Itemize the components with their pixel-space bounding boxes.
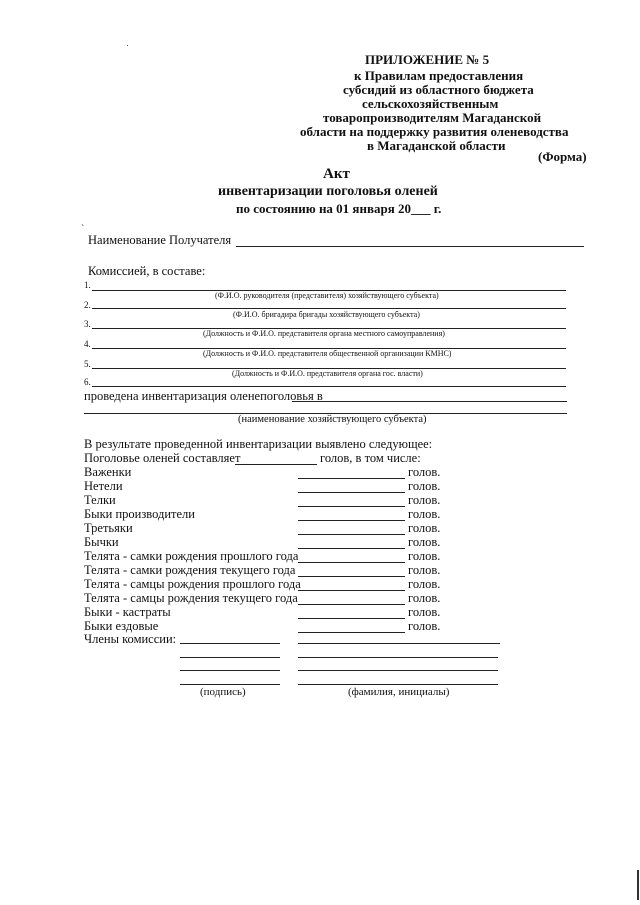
item-label: Телята - самцы рождения текущего года: [84, 591, 298, 605]
item-field-line[interactable]: [298, 576, 405, 577]
inventory-field-line[interactable]: [292, 401, 567, 402]
appendix-line-1: к Правилам предоставления: [354, 68, 524, 83]
item-unit: голов.: [408, 479, 441, 493]
item-label: Телята - самки рождения прошлого года: [84, 549, 299, 563]
total-suffix: голов, в том числе:: [320, 451, 421, 465]
member-5-caption: (Должность и Ф.И.О. представителя органа гос. власти): [232, 369, 423, 378]
act-subject: инвентаризации поголовья оленей: [218, 184, 438, 199]
recipient-field-line[interactable]: [236, 246, 584, 247]
item-unit: голов.: [408, 493, 441, 507]
item-unit: голов.: [408, 535, 441, 549]
item-unit: голов.: [408, 591, 441, 605]
entity-caption: (наименование хозяйствующего субъекта): [238, 414, 427, 425]
item-field-line[interactable]: [298, 534, 405, 535]
act-title: Акт: [323, 166, 350, 182]
signature-line[interactable]: [180, 657, 280, 658]
member-5-number: 5.: [84, 359, 91, 369]
member-2-field-line[interactable]: [92, 308, 566, 309]
item-field-line[interactable]: [298, 506, 405, 507]
appendix-line-6: в Магаданской области: [367, 138, 506, 153]
name-line[interactable]: [298, 643, 500, 644]
recipient-label: Наименование Получателя: [88, 233, 232, 247]
member-2-caption: (Ф.И.О. бригадира бригады хозяйствующего субъекта): [233, 310, 420, 319]
stray-mark: ˋ: [81, 224, 85, 235]
item-field-line[interactable]: [298, 562, 405, 563]
name-caption: (фамилия, инициалы): [348, 686, 450, 698]
member-6-number: 6.: [84, 377, 91, 387]
item-field-line[interactable]: [298, 632, 405, 633]
item-unit: голов.: [408, 563, 441, 577]
name-line[interactable]: [298, 684, 498, 685]
item-unit: голов.: [408, 465, 441, 479]
item-field-line[interactable]: [298, 492, 405, 493]
scan-dot: [127, 45, 128, 46]
item-label: Бычки: [84, 535, 119, 549]
signature-line[interactable]: [180, 684, 280, 685]
item-label: Телята - самки рождения текущего года: [84, 563, 296, 577]
inventory-line-label: проведена инвентаризация оленепоголовья в: [84, 389, 323, 403]
appendix-title: ПРИЛОЖЕНИЕ № 5: [365, 52, 490, 67]
item-label: Телята - самцы рождения прошлого года: [84, 577, 301, 591]
member-6-field-line[interactable]: [92, 386, 566, 387]
scan-edge-mark: [637, 870, 639, 900]
item-unit: голов.: [408, 605, 441, 619]
item-field-line[interactable]: [298, 478, 405, 479]
item-label: Быки производители: [84, 507, 195, 521]
item-unit: голов.: [408, 577, 441, 591]
item-unit: голов.: [408, 619, 441, 633]
member-1-number: 1.: [84, 280, 91, 290]
member-2-number: 2.: [84, 300, 91, 310]
item-field-line[interactable]: [298, 548, 405, 549]
item-field-line[interactable]: [298, 618, 405, 619]
item-label: Важенки: [84, 465, 132, 479]
item-label: Нетели: [84, 479, 123, 493]
name-line[interactable]: [298, 657, 498, 658]
item-field-line[interactable]: [298, 590, 405, 591]
act-date-line: по состоянию на 01 января 20___ г.: [236, 201, 442, 216]
member-1-caption: (Ф.И.О. руководителя (представителя) хозяйствующего субъекта): [215, 291, 439, 300]
member-4-number: 4.: [84, 339, 91, 349]
item-label: Телки: [84, 493, 116, 507]
item-field-line[interactable]: [298, 604, 405, 605]
item-unit: голов.: [408, 549, 441, 563]
member-4-caption: (Должность и Ф.И.О. представителя общественной организации КМНС): [203, 349, 452, 358]
appendix-line-4: товаропроизводителям Магаданской: [323, 110, 542, 125]
member-3-caption: (Должность и Ф.И.О. представителя органа местного самоуправления): [203, 329, 445, 338]
total-field-line[interactable]: [235, 464, 317, 465]
item-label: Третьяки: [84, 521, 133, 535]
name-line[interactable]: [298, 670, 498, 671]
item-label: Быки ездовые: [84, 619, 159, 633]
item-label: Быки - кастраты: [84, 605, 171, 619]
form-label: (Форма): [538, 149, 587, 164]
results-intro: В результате проведенной инвентаризации выявлено следующее:: [84, 437, 433, 451]
appendix-line-5: области на поддержку развития оленеводства: [300, 124, 569, 139]
item-field-line[interactable]: [298, 520, 405, 521]
signature-line[interactable]: [180, 643, 280, 644]
appendix-line-3: сельскохозяйственным: [362, 96, 499, 111]
total-prefix: Поголовье оленей составляет: [84, 451, 241, 465]
item-unit: голов.: [408, 507, 441, 521]
member-3-number: 3.: [84, 319, 91, 329]
commission-members-label: Члены комиссии:: [84, 632, 177, 646]
signature-caption: (подпись): [200, 686, 246, 698]
item-unit: голов.: [408, 521, 441, 535]
signature-line[interactable]: [180, 670, 280, 671]
appendix-line-2: субсидий из областного бюджета: [343, 82, 534, 97]
commission-heading: Комиссией, в составе:: [88, 264, 206, 278]
